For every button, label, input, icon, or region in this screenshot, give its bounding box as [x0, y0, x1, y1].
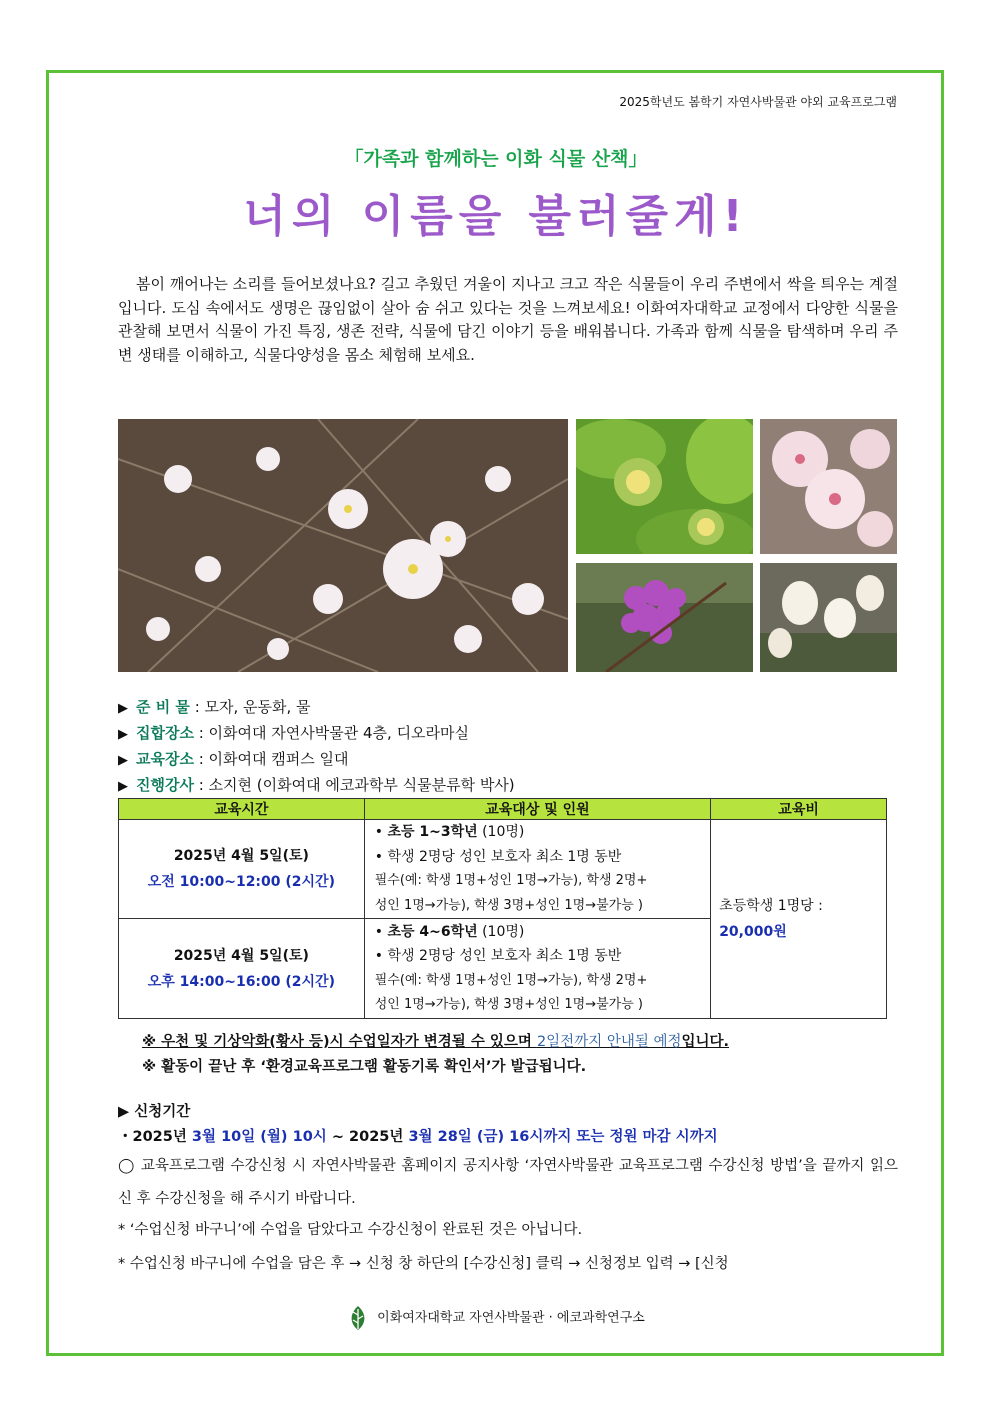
fee-amount: 20,000원 [719, 924, 787, 940]
target-count: (10명) [477, 923, 525, 940]
info-list [118, 695, 515, 799]
period-text: ~ 2025년 [326, 1129, 409, 1145]
bullet-triangle-icon: ▶ [118, 727, 128, 742]
page-title: 너의 이름을 불러줄게! [243, 191, 749, 242]
weather-note [142, 1030, 729, 1055]
note-text: 입니다. [681, 1034, 729, 1050]
session-time-cell [119, 820, 365, 919]
note-text: ※ 우천 및 기상악화(황사 등)시 수업일자가 변경될 수 있으며 [142, 1034, 537, 1050]
application-period [118, 1100, 718, 1150]
info-row-location [118, 747, 515, 773]
program-year: 2025학년도 봄학기 자연사박물관 야외 교육프로그램 [619, 95, 897, 109]
target-cell: • 초등 4~6학년 (10명) • 학생 2명당 성인 보호자 최소 1명 동반 필수(예: 학생 1명+성인 1명→가능), 학생 2명+ 성인 1명→가능), 학생 3명+성인 1명→불가능 ) [364, 919, 710, 1019]
info-row-instructor [118, 773, 515, 799]
period-end: 3월 28일 (금) 16시까지 또는 정원 마감 시까지 [408, 1129, 718, 1145]
schedule-table [118, 798, 887, 1019]
session-date: 2025년 4월 5일(토) [173, 848, 309, 864]
intro-paragraph: 봄이 깨어나는 소리를 들어보셨나요? 길고 추웠던 겨울이 지나고 크고 작은 식물들이 우리 주변에서 싹을 틔우는 계절입니다. 도심 속에서도 생명은 끊임없이 살아 숨 쉬고 있다는 것을 느껴보세요! 이화여자대학교 교정에서 다양한 식물을 관찰해 보면서 식물이 가진 특징, 생존 전략, 식물에 담긴 이야기 등을 배워봅니다. 가족과 함께 식물을 탐색하며 우리 주변 생태를 이해하고, 식물다양성을 몸소 체험해 보세요. [118, 275, 898, 364]
period-start: 3월 10일 (월) 10시 [191, 1129, 327, 1145]
note-highlight: 2일전까지 안내될 예정 [536, 1034, 682, 1050]
target-cell: • 초등 1~3학년 (10명) • 학생 2명당 성인 보호자 최소 1명 동반 필수(예: 학생 1명+성인 1명→가능), 학생 2명+ 성인 1명→가능), 학생 3명+성인 1명→불가능 ) [364, 820, 710, 919]
target-rule: • 학생 2명당 성인 보호자 최소 1명 동반 [374, 848, 622, 865]
bullet-triangle-icon: ▶ [118, 701, 128, 716]
target-rule-detail: 성인 1명→가능), 학생 3명+성인 1명→불가능 ) [374, 997, 643, 1012]
target-grade: 초등 4~6학년 [387, 923, 478, 940]
ewha-leaf-logo-icon [347, 1305, 369, 1331]
persimmon-flower-photo [576, 419, 753, 554]
period-text: ・2025년 [118, 1129, 192, 1145]
column-header: 교육대상 및 인원 [364, 799, 710, 820]
session-date: 2025년 4월 5일(토) [173, 947, 309, 964]
series-title: 「가족과 함께하는 이화 식물 산책」 [344, 148, 648, 170]
fee-label: 초등학생 1명당 : [719, 898, 823, 914]
target-rule: • 학생 2명당 성인 보호자 최소 1명 동반 [374, 948, 622, 964]
info-label: 교육장소 [136, 750, 194, 768]
footer-org: 이화여자대학교 자연사박물관 · 에코과학연구소 [377, 1310, 645, 1326]
info-value: : 소지현 (이화여대 에코과학부 식물분류학 박사) [193, 776, 515, 794]
forsythia-photo [118, 419, 568, 672]
column-header: 교육비 [711, 799, 887, 820]
notes [142, 1030, 729, 1080]
info-label: 집합장소 [136, 724, 194, 742]
session-time: 오후 14:00~16:00 (2시간) [147, 973, 335, 990]
info-value: : 이화여대 캠퍼스 일대 [193, 750, 349, 768]
target-rule-detail: 필수(예: 학생 1명+성인 1명→가능), 학생 2명+ [374, 972, 648, 988]
redbud-photo [576, 563, 753, 672]
info-row-meeting [118, 721, 515, 747]
footer [0, 1305, 992, 1331]
cherry-blossom-photo [760, 419, 897, 554]
info-label: 준 비 물 [136, 698, 190, 716]
target-rule-detail: 필수(예: 학생 1명+성인 1명→가능), 학생 2명+ [374, 873, 648, 888]
table-row [119, 820, 887, 919]
target-rule-detail: 성인 1명→가능), 학생 3명+성인 1명→불가능 ) [374, 897, 643, 913]
target-count: (10명) [477, 824, 525, 840]
registration-guide: ◯ 교육프로그램 수강신청 시 자연사박물관 홈페이지 공지사항 ‘자연사박물관 교육프로그램 수강신청 방법’을 끝까지 읽으신 후 수강신청을 해 주시기 바랍니다. [118, 1158, 898, 1207]
table-header-row [119, 799, 887, 820]
fee-cell [711, 820, 887, 1019]
bullet-triangle-icon: ▶ [118, 753, 128, 768]
application-title: ▶ 신청기간 [118, 1104, 191, 1120]
application-dates [118, 1125, 718, 1150]
info-row-materials [118, 695, 515, 721]
certificate-note: ※ 활동이 끝난 후 ‘환경교육프로그램 활동기록 확인서’가 발급됩니다. [142, 1059, 587, 1075]
column-header: 교육시간 [119, 799, 365, 820]
info-value: : 모자, 운동화, 물 [189, 698, 311, 716]
target-grade: 초등 1~3학년 [387, 824, 478, 840]
session-time: 오전 10:00~12:00 (2시간) [147, 874, 335, 890]
magnolia-photo [760, 563, 897, 672]
info-value: : 이화여대 자연사박물관 4층, 디오라마실 [193, 724, 470, 742]
bullet-triangle-icon: ▶ [118, 779, 128, 794]
registration-note-2: * 수업신청 바구니에 수업을 담은 후 → 신청 창 하단의 [수강신청] 클릭 → 신청정보 입력 → [신청 [118, 1256, 729, 1272]
registration-note-1: * ‘수업신청 바구니’에 수업을 담았다고 수강신청이 완료된 것은 아닙니다. [118, 1222, 583, 1238]
info-label: 진행강사 [136, 776, 194, 794]
session-time-cell [119, 919, 365, 1019]
